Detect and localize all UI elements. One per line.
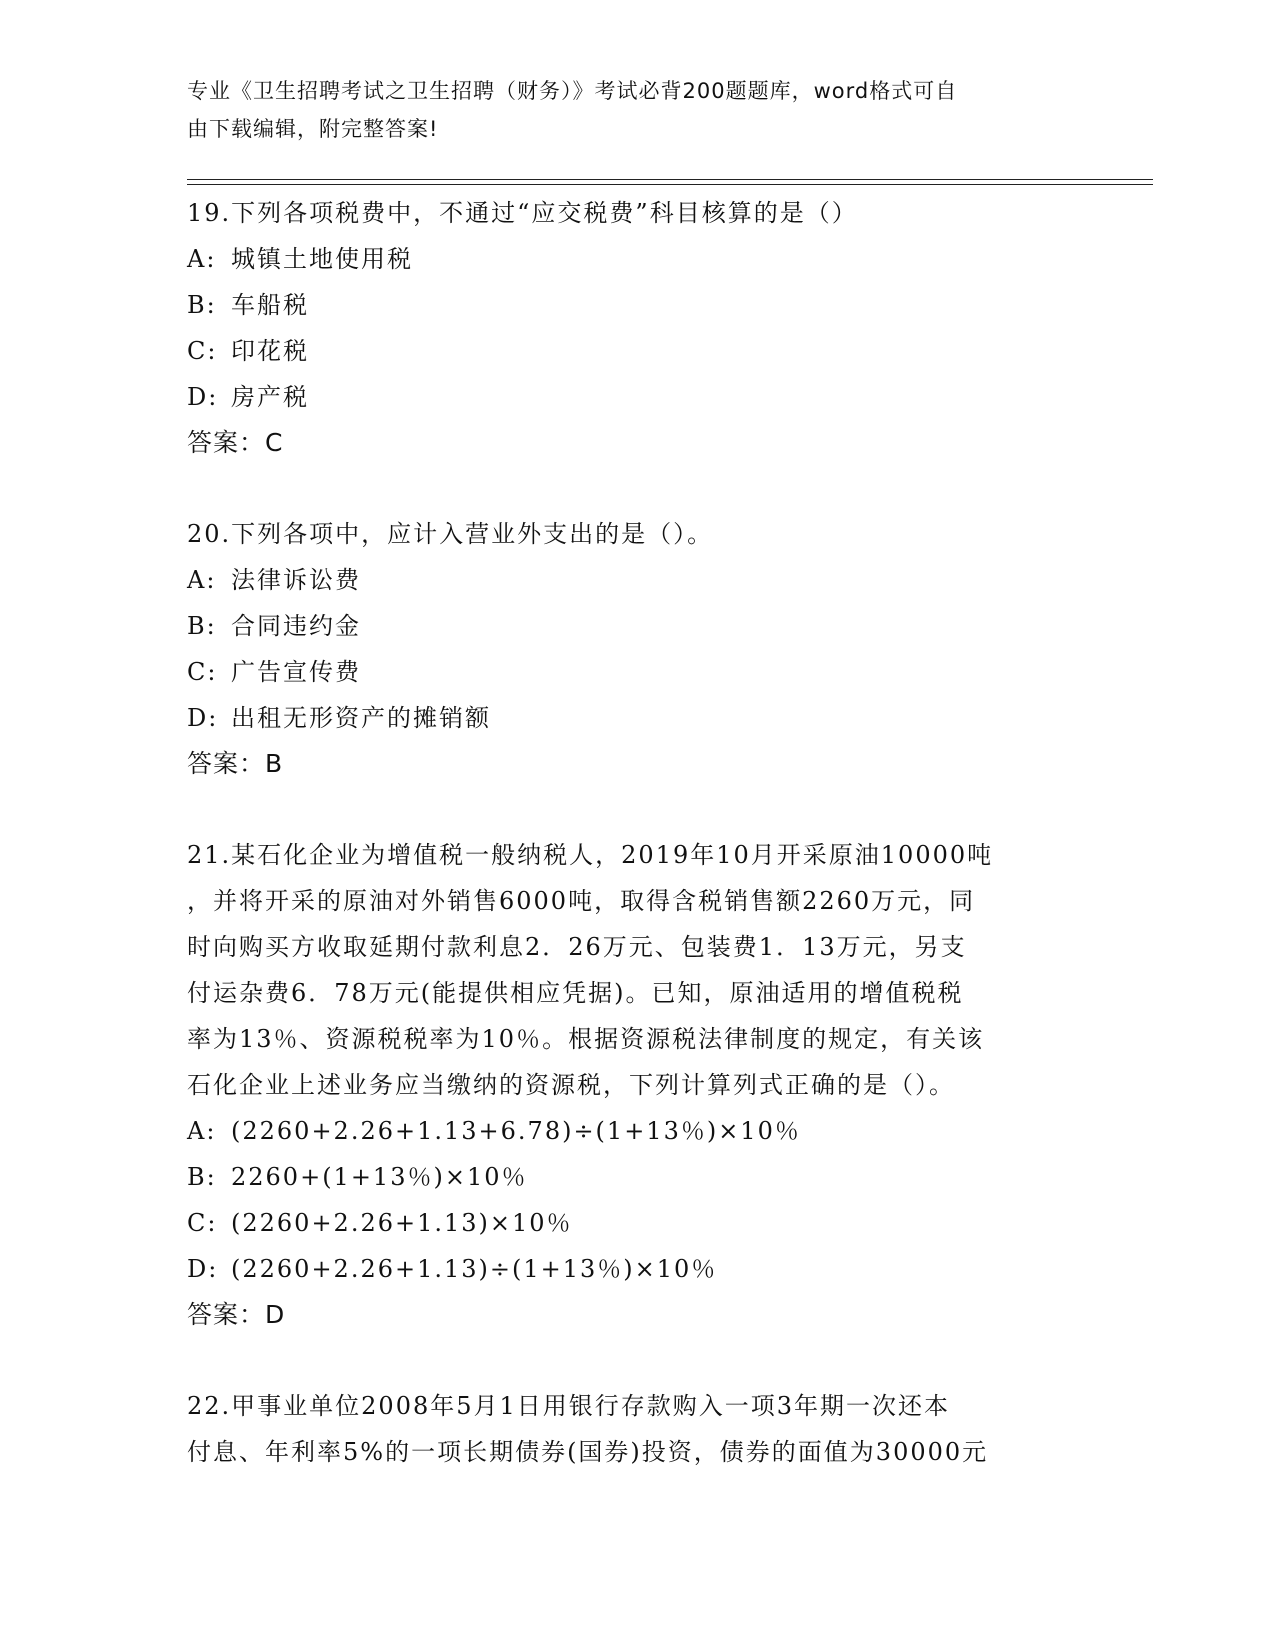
option-c xyxy=(187,328,1067,374)
option-b xyxy=(187,1154,1067,1200)
question-list xyxy=(187,190,1067,1520)
option-key: B: xyxy=(187,612,217,640)
question-stem-line: 付运杂费6．78万元(能提供相应凭据)。已知，原油适用的增值税税 xyxy=(187,979,964,1007)
question-19 xyxy=(187,190,1067,466)
option-text: (2260+2.26+1.13+6.78)÷(1+13％)×10％ xyxy=(231,1117,801,1145)
option-text: 车船税 xyxy=(231,291,309,319)
option-a xyxy=(187,1108,1067,1154)
question-stem-line: 22.甲事业单位2008年5月1日用银行存款购入一项3年期一次还本 xyxy=(187,1392,951,1420)
option-b xyxy=(187,603,1067,649)
option-key: B: xyxy=(187,1163,217,1191)
option-text: 合同违约金 xyxy=(231,612,361,640)
option-text: 法律诉讼费 xyxy=(231,566,361,594)
option-a xyxy=(187,557,1067,603)
header-line-1: 专业《卫生招聘考试之卫生招聘（财务）》考试必背200题题库，word格式可自 xyxy=(187,79,958,103)
question-stem-line: 时向购买方收取延期付款利息2．26万元、包装费1．13万元，另支 xyxy=(187,933,967,961)
option-b xyxy=(187,282,1067,328)
option-d xyxy=(187,1246,1067,1292)
option-text: 2260+(1+13％)×10％ xyxy=(231,1163,528,1191)
option-key: D: xyxy=(187,1255,219,1283)
question-stem-line: 21.某石化企业为增值税一般纳税人，2019年10月开采原油10000吨 xyxy=(187,841,994,869)
question-20 xyxy=(187,511,1067,787)
option-c xyxy=(187,649,1067,695)
question-stem-line: 率为13％、资源税税率为10％。根据资源税法律制度的规定，有关该 xyxy=(187,1025,985,1053)
header-divider-top xyxy=(187,179,1153,180)
option-key: D: xyxy=(187,704,219,732)
question-22 xyxy=(187,1383,1067,1475)
question-stem-line: 石化企业上述业务应当缴纳的资源税，下列计算列式正确的是（）。 xyxy=(187,1071,955,1099)
option-d xyxy=(187,374,1067,420)
answer-line: 答案：C xyxy=(187,428,284,457)
answer-line: 答案：D xyxy=(187,1300,286,1329)
option-key: A: xyxy=(187,1117,217,1145)
option-text: 广告宣传费 xyxy=(231,658,361,686)
answer-line: 答案：B xyxy=(187,749,284,778)
question-stem: 20.下列各项中，应计入营业外支出的是（）。 xyxy=(187,520,714,548)
option-key: C: xyxy=(187,337,218,365)
document-header xyxy=(187,72,1067,148)
option-text: 出租无形资产的摊销额 xyxy=(231,704,491,732)
header-divider-bottom xyxy=(187,184,1153,185)
option-key: B: xyxy=(187,291,217,319)
option-c xyxy=(187,1200,1067,1246)
question-stem: 19.下列各项税费中，不通过“应交税费”科目核算的是（） xyxy=(187,199,858,227)
option-text: (2260+2.26+1.13)÷(1+13％)×10％ xyxy=(231,1255,718,1283)
option-text: 印花税 xyxy=(231,337,309,365)
option-key: A: xyxy=(187,245,217,273)
option-a xyxy=(187,236,1067,282)
option-key: D: xyxy=(187,383,219,411)
header-line-2: 由下载编辑，附完整答案! xyxy=(187,117,439,141)
option-text: (2260+2.26+1.13)×10％ xyxy=(231,1209,573,1237)
option-text: 城镇土地使用税 xyxy=(231,245,413,273)
question-stem-line: ，并将开采的原油对外销售6000吨，取得含税销售额2260万元，同 xyxy=(187,887,976,915)
option-key: A: xyxy=(187,566,217,594)
option-key: C: xyxy=(187,1209,218,1237)
question-21 xyxy=(187,832,1067,1338)
option-text: 房产税 xyxy=(231,383,309,411)
option-d xyxy=(187,695,1067,741)
question-stem-line: 付息、年利率5%的一项长期债券(国券)投资，债券的面值为30000元 xyxy=(187,1438,989,1466)
option-key: C: xyxy=(187,658,218,686)
